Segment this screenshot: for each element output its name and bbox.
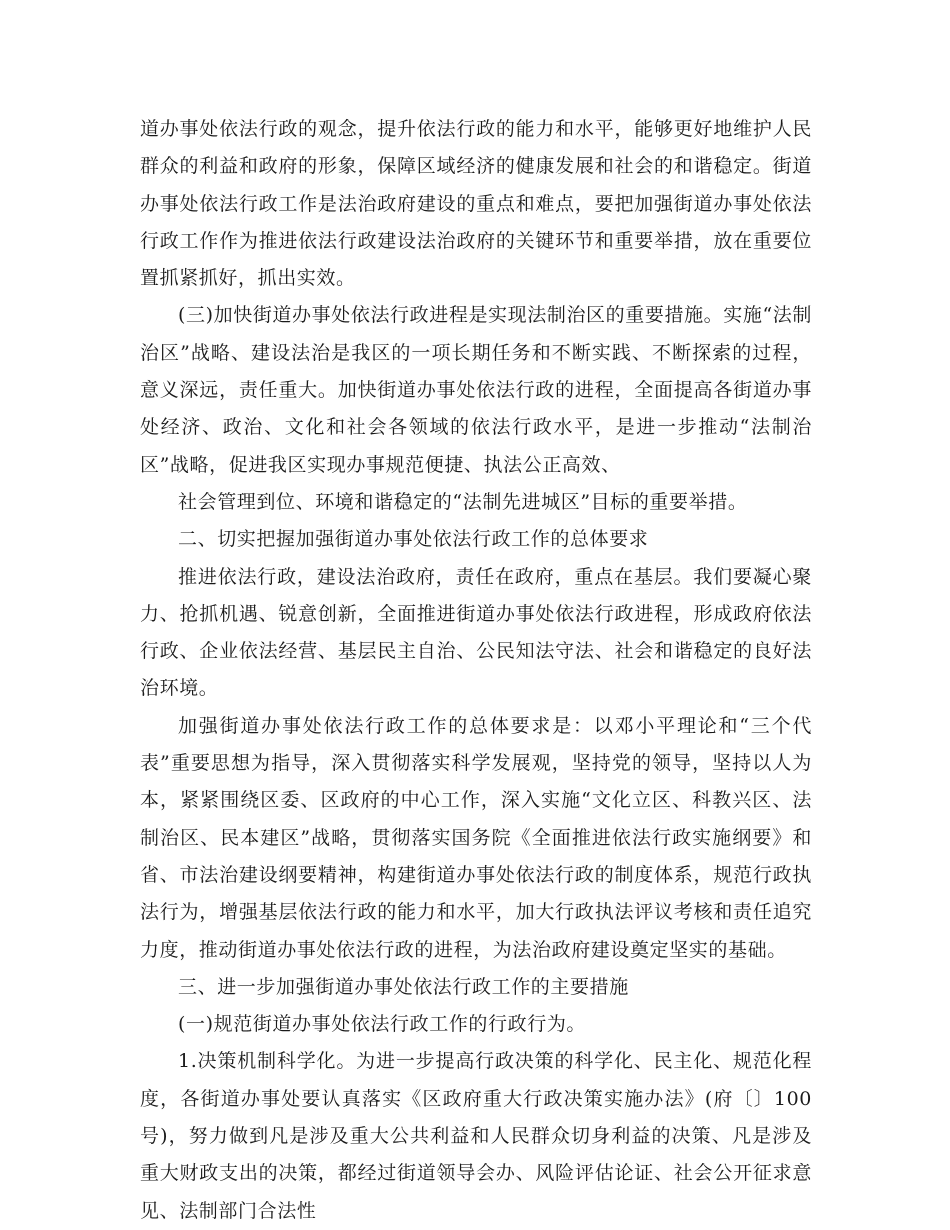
paragraph-9: 1.决策机制科学化。为进一步提高行政决策的科学化、民主化、规范化程度，各街道办事处要认真落实《区政府重大行政决策实施办法》(府〔〕100号)，努力做到凡是涉及重大公共利益和人民群众切身利益的决策、凡是涉及重大财政支出的决策，都经过街道领导会办、风险评估论证、社会公开征求意见、法制部门合法性 bbox=[140, 1050, 812, 1222]
paragraph-5: 推进依法行政，建设法治政府，责任在政府，重点在基层。我们要凝心聚力、抢抓机遇、锐意创新，全面推进街道办事处依法行政进程，形成政府依法行政、企业依法经营、基层民主自治、公民知法守法、社会和谐稳定的良好法治环境。 bbox=[140, 565, 812, 700]
paragraph-3: 社会管理到位、环境和谐稳定的“法制先进城区”目标的重要举措。 bbox=[178, 490, 748, 513]
document-body bbox=[140, 111, 812, 1230]
section-heading-2: 二、切实把握加强街道办事处依法行政工作的总体要求 bbox=[178, 528, 649, 551]
paragraph-6: 加强街道办事处依法行政工作的总体要求是：以邓小平理论和“三个代表”重要思想为指导，深入贯彻落实科学发展观，坚持党的领导，坚持以人为本，紧紧围绕区委、区政府的中心工作，深入实施“文化立区、科教兴区、法制治区、民本建区”战略，贯彻落实国务院《全面推进依法行政实施纲要》和省、市法治建设纲要精神，构建街道办事处依法行政的制度体系，规范行政执法行为，增强基层依法行政的能力和水平，加大行政执法评议考核和责任追究力度，推动街道办事处依法行政的进程，为法治政府建设奠定坚实的基础。 bbox=[140, 714, 812, 961]
paragraph-2: (三)加快街道办事处依法行政进程是实现法制治区的重要措施。实施“法制治区”战略、建设法治是我区的一项长期任务和不断实践、不断探索的过程，意义深远，责任重大。加快街道办事处依法行政的进程，全面提高各街道办事处经济、政治、文化和社会各领域的依法行政水平，是进一步推动“法制治区”战略，促进我区实现办事规范便捷、执法公正高效、 bbox=[140, 304, 812, 476]
paragraph-1: 道办事处依法行政的观念，提升依法行政的能力和水平，能够更好地维护人民群众的利益和政府的形象，保障区域经济的健康发展和社会的和谐稳定。街道办事处依法行政工作是法治政府建设的重点和难点，要把加强街道办事处依法行政工作作为推进依法行政建设法治政府的关键环节和重要举措，放在重要位置抓紧抓好，抓出实效。 bbox=[140, 118, 812, 290]
subsection-heading-1: (一)规范街道办事处依法行政工作的行政行为。 bbox=[178, 1013, 587, 1036]
section-heading-3: 三、进一步加强街道办事处依法行政工作的主要措施 bbox=[178, 975, 629, 998]
